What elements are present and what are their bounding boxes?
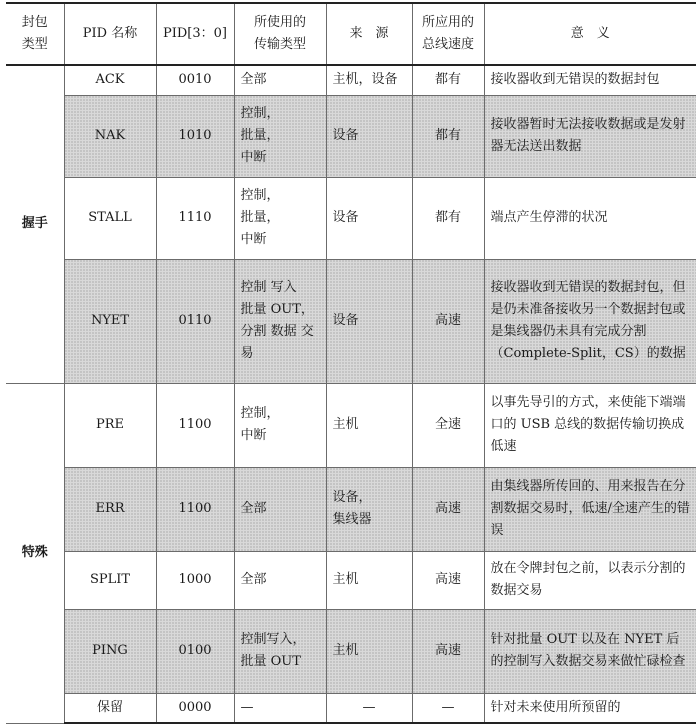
table-row (6, 467, 696, 551)
group-special: 特殊 (6, 383, 64, 723)
speed-cell: 全速 (412, 383, 484, 467)
header-packet-type: 封包 类型 (6, 3, 64, 65)
table-row (6, 65, 696, 95)
usb-pid-table (6, 2, 696, 724)
source-cell: 设备 (326, 95, 412, 177)
header-row (6, 3, 696, 65)
speed-cell: 都有 (412, 65, 484, 95)
meaning-cell: 放在令牌封包之前，以表示分割的数据交易 (484, 551, 696, 609)
speed-cell: 高速 (412, 551, 484, 609)
pid-bits-cell: 0100 (156, 609, 234, 693)
pid-name-cell: NYET (64, 259, 156, 383)
source-cell: 设备 (326, 177, 412, 259)
source-cell: 主机 (326, 609, 412, 693)
speed-cell: 高速 (412, 467, 484, 551)
pid-name-cell: ERR (64, 467, 156, 551)
pid-bits-cell: 1010 (156, 95, 234, 177)
meaning-cell: 针对批量 OUT 以及在 NYET 后的控制写入数据交易来做忙碌检查 (484, 609, 696, 693)
transfer-type-cell: 全部 (234, 467, 326, 551)
transfer-type-cell: — (234, 693, 326, 723)
meaning-cell: 接收器暂时无法接收数据或是发射器无法送出数据 (484, 95, 696, 177)
transfer-type-cell: 控制 写入 批量 OUT， 分割 数据 交 易 (234, 259, 326, 383)
speed-cell: 都有 (412, 95, 484, 177)
pid-name-cell: 保留 (64, 693, 156, 723)
meaning-cell: 以事先导引的方式，来使能下端端口的 USB 总线的数据传输切换成低速 (484, 383, 696, 467)
table-row (6, 177, 696, 259)
transfer-type-cell: 控制写入， 批量 OUT (234, 609, 326, 693)
meaning-cell: 接收器收到无错误的数据封包，但是仍未准备接收另一个数据封包或是集线器仍未具有完成分割（Complete-Split，CS）的数据 (484, 259, 696, 383)
pid-name-cell: SPLIT (64, 551, 156, 609)
table-row (6, 693, 696, 723)
table-row (6, 95, 696, 177)
table-row (6, 551, 696, 609)
pid-name-cell: PRE (64, 383, 156, 467)
header-source: 来 源 (326, 3, 412, 65)
meaning-cell: 由集线器所传回的、用来报告在分割数据交易时，低速/全速产生的错误 (484, 467, 696, 551)
transfer-type-cell: 控制， 批量， 中断 (234, 177, 326, 259)
table-row (6, 383, 696, 467)
speed-cell: 高速 (412, 259, 484, 383)
table-row (6, 609, 696, 693)
source-cell: 主机 (326, 383, 412, 467)
transfer-type-cell: 全部 (234, 551, 326, 609)
header-bus-speed: 所应用的 总线速度 (412, 3, 484, 65)
meaning-cell: 端点产生停滞的状况 (484, 177, 696, 259)
header-transfer-types: 所使用的 传输类型 (234, 3, 326, 65)
pid-bits-cell: 0000 (156, 693, 234, 723)
pid-bits-cell: 1100 (156, 467, 234, 551)
transfer-type-cell: 控制， 中断 (234, 383, 326, 467)
pid-bits-cell: 1100 (156, 383, 234, 467)
pid-name-cell: PING (64, 609, 156, 693)
source-cell: 设备， 集线器 (326, 467, 412, 551)
source-cell: 设备 (326, 259, 412, 383)
pid-name-cell: STALL (64, 177, 156, 259)
group-handshake: 握手 (6, 65, 64, 383)
meaning-cell: 针对未来使用所预留的 (484, 693, 696, 723)
source-cell: 主机 (326, 551, 412, 609)
source-cell: — (326, 693, 412, 723)
pid-name-cell: NAK (64, 95, 156, 177)
transfer-type-cell: 控制， 批量， 中断 (234, 95, 326, 177)
speed-cell: — (412, 693, 484, 723)
header-pid-bits: PID[3：0] (156, 3, 234, 65)
speed-cell: 高速 (412, 609, 484, 693)
meaning-cell: 接收器收到无错误的数据封包 (484, 65, 696, 95)
source-cell: 主机，设备 (326, 65, 412, 95)
pid-name-cell: ACK (64, 65, 156, 95)
pid-bits-cell: 1000 (156, 551, 234, 609)
pid-bits-cell: 1110 (156, 177, 234, 259)
header-meaning: 意 义 (484, 3, 696, 65)
transfer-type-cell: 全部 (234, 65, 326, 95)
table-row (6, 259, 696, 383)
speed-cell: 都有 (412, 177, 484, 259)
pid-bits-cell: 0010 (156, 65, 234, 95)
header-pid-name: PID 名称 (64, 3, 156, 65)
pid-bits-cell: 0110 (156, 259, 234, 383)
